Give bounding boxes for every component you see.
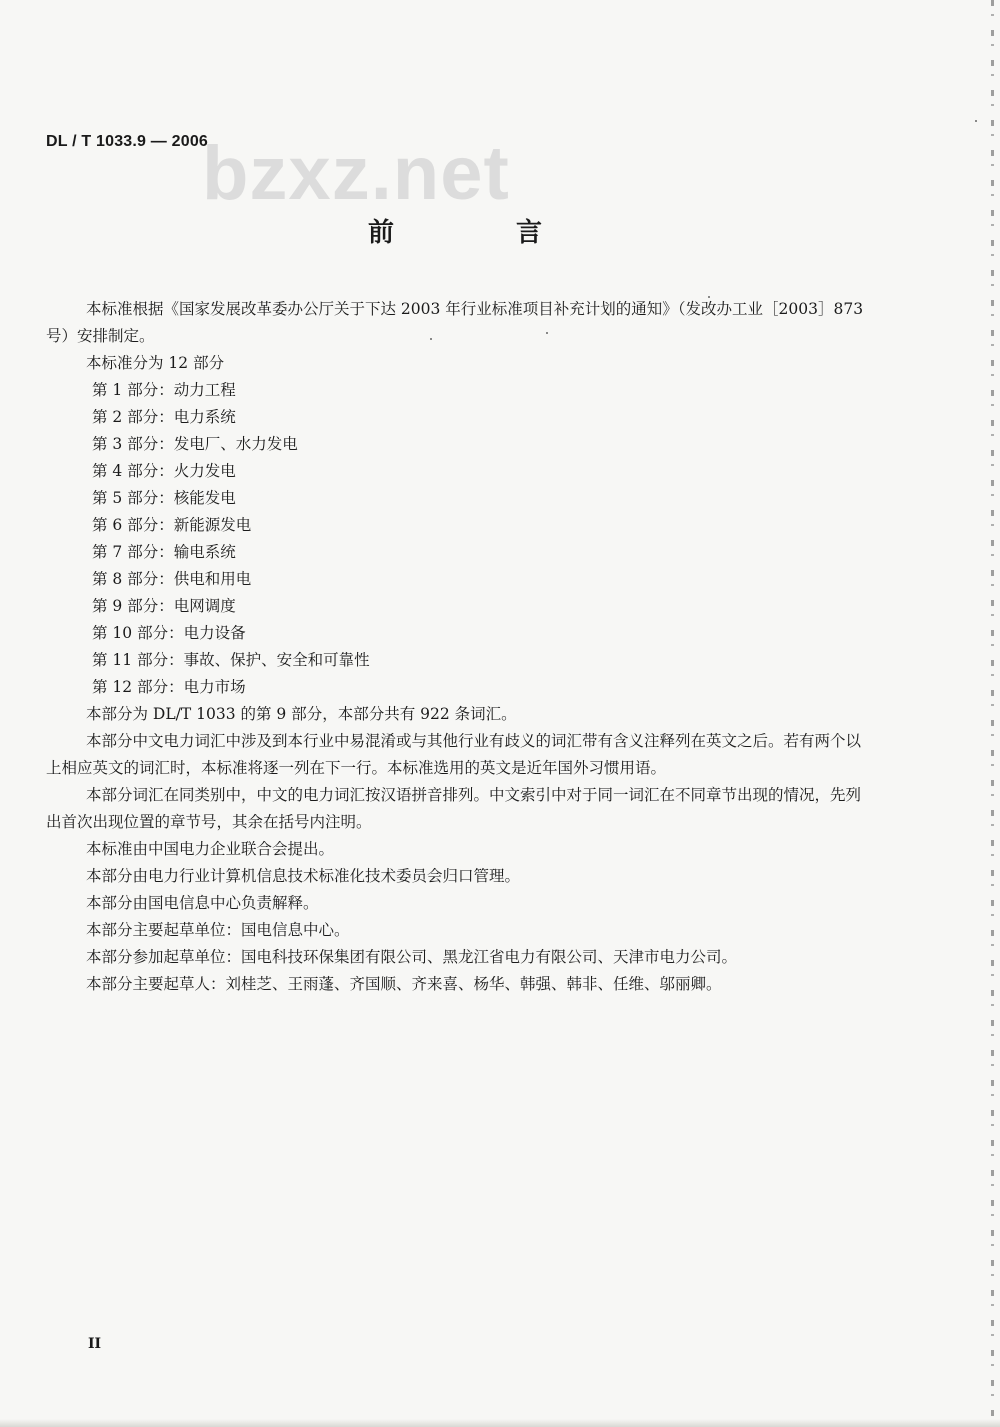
paragraph-participating-units: 本部分参加起草单位：国电科技环保集团有限公司、黑龙江省电力有限公司、天津市电力公司。 (86, 948, 738, 966)
page-title: 前 言 (367, 218, 590, 248)
paragraph-administrator: 本部分由电力行业计算机信息技术标准化技术委员会归口管理。 (86, 867, 521, 885)
list-item: 第 6 部分：新能源发电 (92, 516, 252, 534)
foreword-body (46, 296, 876, 998)
paragraph-proposer: 本标准由中国电力企业联合会提出。 (86, 840, 335, 858)
document-code: DL / T 1033.9 — 2006 (46, 133, 209, 150)
scan-edge-right (991, 0, 994, 1427)
list-item: 第 3 部分：发电厂、水力发电 (92, 435, 298, 453)
paragraph-main-drafters: 本部分主要起草人：刘桂芝、王雨蓬、齐国顺、齐来喜、杨华、韩强、韩非、任维、邬丽卿。 (86, 975, 722, 993)
paragraph-part-count: 本标准分为 12 部分 (86, 354, 225, 372)
list-item: 第 10 部分：电力设备 (92, 624, 246, 642)
list-item: 第 1 部分：动力工程 (92, 381, 236, 399)
parts-list (86, 377, 876, 701)
list-item: 第 11 部分：事故、保护、安全和可靠性 (92, 651, 370, 669)
list-item: 第 7 部分：输电系统 (92, 543, 236, 561)
paragraph-interpreter: 本部分由国电信息中心负责解释。 (86, 894, 319, 912)
list-item: 第 8 部分：供电和用电 (92, 570, 252, 588)
watermark: bzxz.net (202, 131, 510, 216)
scan-edge-bottom (0, 1419, 1000, 1427)
scan-speck (546, 332, 548, 334)
scan-speck (975, 120, 977, 122)
paragraph-basis: 本标准根据《国家发展改革委办公厅关于下达 2003 年行业标准项目补充计划的通知》（发改办工业［2003］873 号）安排制定。 (46, 300, 864, 345)
scan-speck (430, 338, 432, 340)
paragraph-this-part: 本部分为 DL/T 1033 的第 9 部分，本部分共有 922 条词汇。 (86, 705, 517, 723)
scan-speck (708, 296, 710, 298)
page-number: II (88, 1336, 102, 1352)
list-item: 第 4 部分：火力发电 (92, 462, 236, 480)
paragraph-ordering: 本部分词汇在同类别中，中文的电力词汇按汉语拼音排列。中文索引中对于同一词汇在不同章节出现的情况，先列出首次出现位置的章节号，其余在括号内注明。 (46, 786, 862, 831)
list-item: 第 9 部分：电网调度 (92, 597, 236, 615)
list-item: 第 5 部分：核能发电 (92, 489, 236, 507)
list-item: 第 12 部分：电力市场 (92, 678, 246, 696)
list-item: 第 2 部分：电力系统 (92, 408, 236, 426)
paragraph-main-drafter-unit: 本部分主要起草单位：国电信息中心。 (86, 921, 350, 939)
paragraph-terminology-note: 本部分中文电力词汇中涉及到本行业中易混淆或与其他行业有歧义的词汇带有含义注释列在英文之后。若有两个以上相应英文的词汇时，本标准将逐一列在下一行。本标准选用的英文是近年国外习惯用语。 (46, 732, 862, 777)
